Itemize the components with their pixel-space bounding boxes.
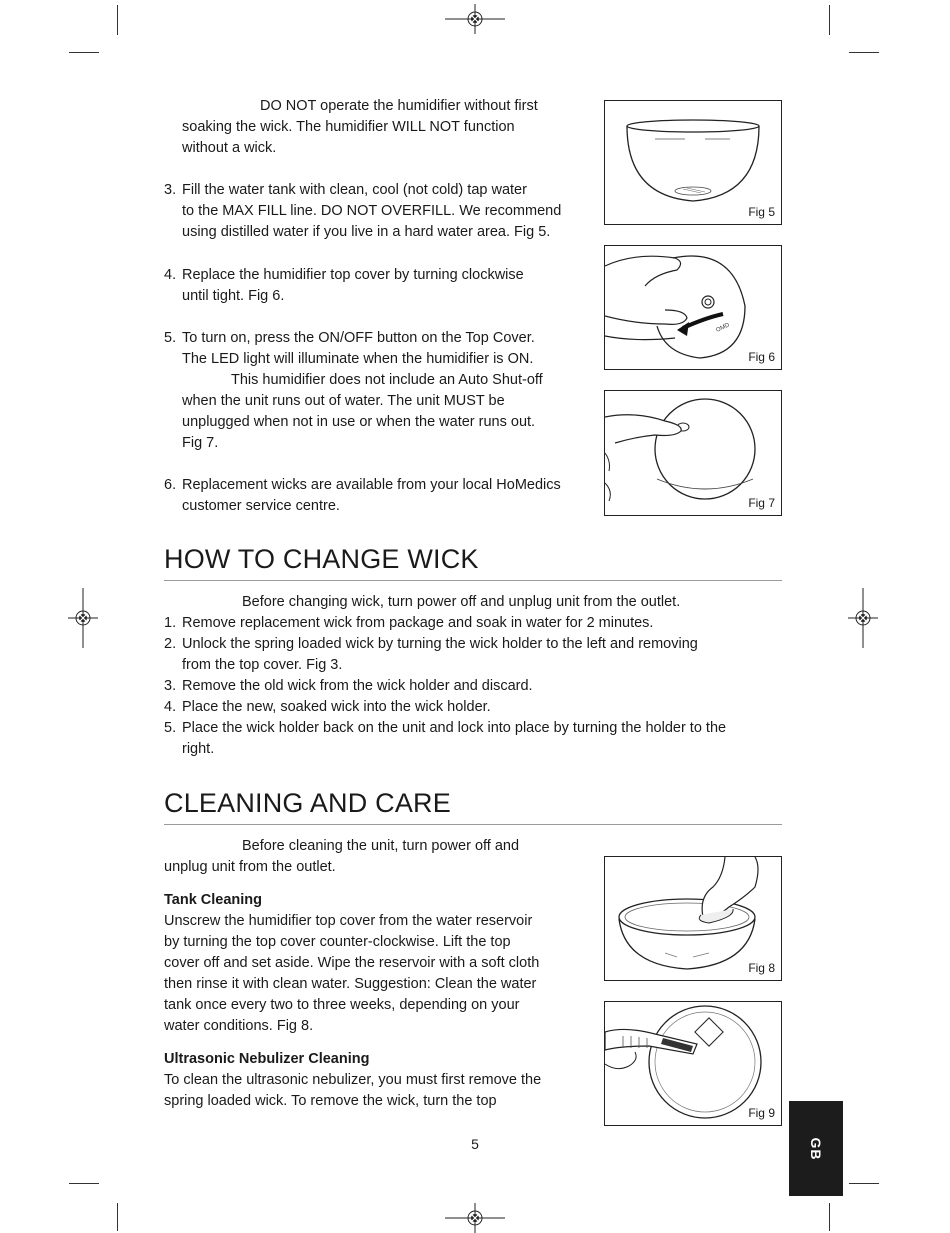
step-number: 5. [164, 330, 177, 346]
svg-text:OMD: OMD [715, 322, 731, 334]
step-line: from the top cover. Fig 3. [182, 657, 343, 673]
step-line: Fill the water tank with clean, cool (not cold) tap water [182, 182, 527, 198]
step-line: customer service centre. [182, 498, 340, 514]
tank-cleaning-line: by turning the top cover counter-clockwise. Lift the top [164, 934, 511, 950]
cleaning-intro: Before cleaning the unit, turn power off and [242, 838, 520, 854]
nebulizer-cleaning-line: spring loaded wick. To remove the wick, turn the top [164, 1093, 497, 1109]
step-line: until tight. Fig 6. [182, 288, 285, 304]
heading-rule [164, 580, 782, 581]
figure-5 [604, 100, 782, 225]
step-line: Place the wick holder back on the unit and lock into place by turning the holder to the [182, 720, 727, 736]
change-wick-intro: Before changing wick, turn power off and unplug unit from the outlet. [242, 594, 681, 610]
figure-7 [604, 390, 782, 516]
language-tab-label: GB [808, 1137, 824, 1160]
step-number: 5. [164, 720, 177, 736]
crop-mark [117, 5, 118, 35]
crop-mark [69, 52, 99, 53]
figure-label: Fig 5 [748, 205, 775, 219]
step-line: The LED light will illuminate when the humidifier is ON. [182, 351, 534, 367]
figure-label: Fig 8 [748, 961, 775, 975]
tank-cleaning-line: then rinse it with clean water. Suggestion: Clean the water [164, 976, 537, 992]
crop-mark [117, 1203, 118, 1231]
tank-cleaning-line: Unscrew the humidifier top cover from the water reservoir [164, 913, 533, 929]
step-number: 4. [164, 267, 177, 283]
step-number: 3. [164, 182, 177, 198]
heading-rule [164, 824, 782, 825]
crop-mark [829, 5, 830, 35]
step-line: Remove replacement wick from package and soak in water for 2 minutes. [182, 615, 654, 631]
figure-9 [604, 1001, 782, 1126]
tank-cleaning-title: Tank Cleaning [164, 892, 263, 908]
tank-cleaning-line: cover off and set aside. Wipe the reservoir with a soft cloth [164, 955, 540, 971]
step-line: unplugged when not in use or when the water runs out. [182, 414, 536, 430]
crop-mark [829, 1203, 830, 1231]
tank-cleaning-line: tank once every two to three weeks, depending on your [164, 997, 520, 1013]
figure-label: Fig 9 [748, 1106, 775, 1120]
figure-8 [604, 856, 782, 981]
step-line: To turn on, press the ON/OFF button on the Top Cover. [182, 330, 535, 346]
tank-cleaning-line: water conditions. Fig 8. [164, 1018, 314, 1034]
registration-mark-icon [445, 1203, 505, 1233]
step-number: 1. [164, 615, 177, 631]
step-number: 3. [164, 678, 177, 694]
step-number: 4. [164, 699, 177, 715]
step-number: 6. [164, 477, 177, 493]
step-line: This humidifier does not include an Auto Shut-off [231, 372, 543, 388]
crop-mark [69, 1183, 99, 1184]
step-line: using distilled water if you live in a hard water area. Fig 5. [182, 224, 551, 240]
step-line: Replacement wicks are available from your local HoMedics [182, 477, 561, 493]
section-heading-change-wick: HOW TO CHANGE WICK [164, 544, 479, 574]
cleaning-intro: unplug unit from the outlet. [164, 859, 336, 875]
warning-line: DO NOT operate the humidifier without first [260, 98, 538, 114]
nebulizer-cleaning-title: Ultrasonic Nebulizer Cleaning [164, 1051, 370, 1067]
warning-line: without a wick. [182, 140, 277, 156]
registration-mark-icon [848, 588, 878, 648]
figure-6 [604, 245, 782, 370]
registration-mark-icon [445, 4, 505, 34]
registration-mark-icon [68, 588, 98, 648]
step-number: 2. [164, 636, 177, 652]
page-number: 5 [471, 1136, 479, 1152]
step-line: when the unit runs out of water. The unit MUST be [182, 393, 505, 409]
figure-label: Fig 7 [748, 496, 775, 510]
step-line: Replace the humidifier top cover by turning clockwise [182, 267, 524, 283]
crop-mark [849, 52, 879, 53]
step-line: Fig 7. [182, 435, 219, 451]
figure-label: Fig 6 [748, 350, 775, 364]
language-tab [789, 1101, 843, 1196]
warning-line: soaking the wick. The humidifier WILL NOT function [182, 119, 515, 135]
step-line: to the MAX FILL line. DO NOT OVERFILL. We recommend [182, 203, 562, 219]
step-line: Place the new, soaked wick into the wick holder. [182, 699, 491, 715]
step-line: right. [182, 741, 215, 757]
crop-mark [849, 1183, 879, 1184]
step-line: Unlock the spring loaded wick by turning the wick holder to the left and removing [182, 636, 698, 652]
nebulizer-cleaning-line: To clean the ultrasonic nebulizer, you must first remove the [164, 1072, 542, 1088]
section-heading-cleaning: CLEANING AND CARE [164, 788, 451, 818]
step-line: Remove the old wick from the wick holder and discard. [182, 678, 533, 694]
